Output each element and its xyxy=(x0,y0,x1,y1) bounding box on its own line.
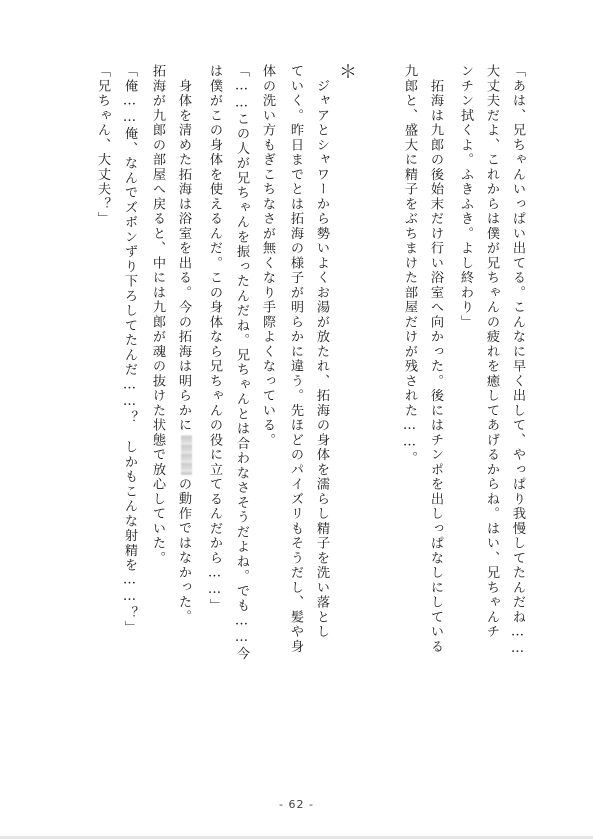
text-line-11 xyxy=(176,64,192,624)
text-line-8: 体の洗い方もぎこちなさが無くなり手際よくなっている。 xyxy=(260,64,275,448)
text-line-11-tail: の動作ではなかった。 xyxy=(176,476,191,625)
page-number: - 62 - xyxy=(279,798,314,811)
censored-blur xyxy=(181,435,192,475)
text-line-7: ていく。昨日までとは拓海の様子が明らかに違う。先ほどのパイズリもそうだし、髪や身 xyxy=(288,64,303,654)
text-line-2: 大丈夫だよ、これからは僕が兄ちゃんの疲れを癒してあげるからね。はい、兄ちゃんチ xyxy=(484,64,499,640)
text-line-3: ンチン拭くよ。ふきふき。よし終わり」 xyxy=(458,64,473,330)
text-line-14: 「兄ちゃん、大丈夫？」 xyxy=(95,64,110,227)
text-line-13: 「俺……俺、なんでズボンずり下ろしてたんだ……？ しかもこんな射精を……？」 xyxy=(122,64,137,636)
text-line-5: 九郎と、盛大に精子をぶちまけた部屋だけが残された……。 xyxy=(402,64,417,466)
text-line-10: は僕がこの身体を使えるんだ。この身体なら兄ちゃんの役に立てるんだから……」 xyxy=(207,64,222,614)
text-line-11-head: 身体を清めた拓海は浴室を出る。今の拓海は明らかに xyxy=(176,64,191,433)
text-line-4: 拓海は九郎の後始末だけ行い浴室へ向かった。後にはチンポを出しっぱなしにしている xyxy=(428,64,443,654)
text-line-12: 拓海が九郎の部屋へ戻ると、中には九郎が魂の抜けた状態で放心していた。 xyxy=(150,64,165,566)
text-line-6: ジャアとシャワーから勢いよくお湯が放たれ、拓海の身体を濡らし精子を洗い落とし xyxy=(314,64,329,640)
text-line-1: 「あは、兄ちゃんいっぱい出てる。こんなに早く出して、やっぱり我慢してたんだね…… xyxy=(510,64,525,658)
section-break-asterisk: ＊ xyxy=(339,62,357,83)
text-line-9: 「……この人が兄ちゃんを振ったんだね。兄ちゃんとは合わなさそうだよね。でも……今 xyxy=(234,64,249,662)
